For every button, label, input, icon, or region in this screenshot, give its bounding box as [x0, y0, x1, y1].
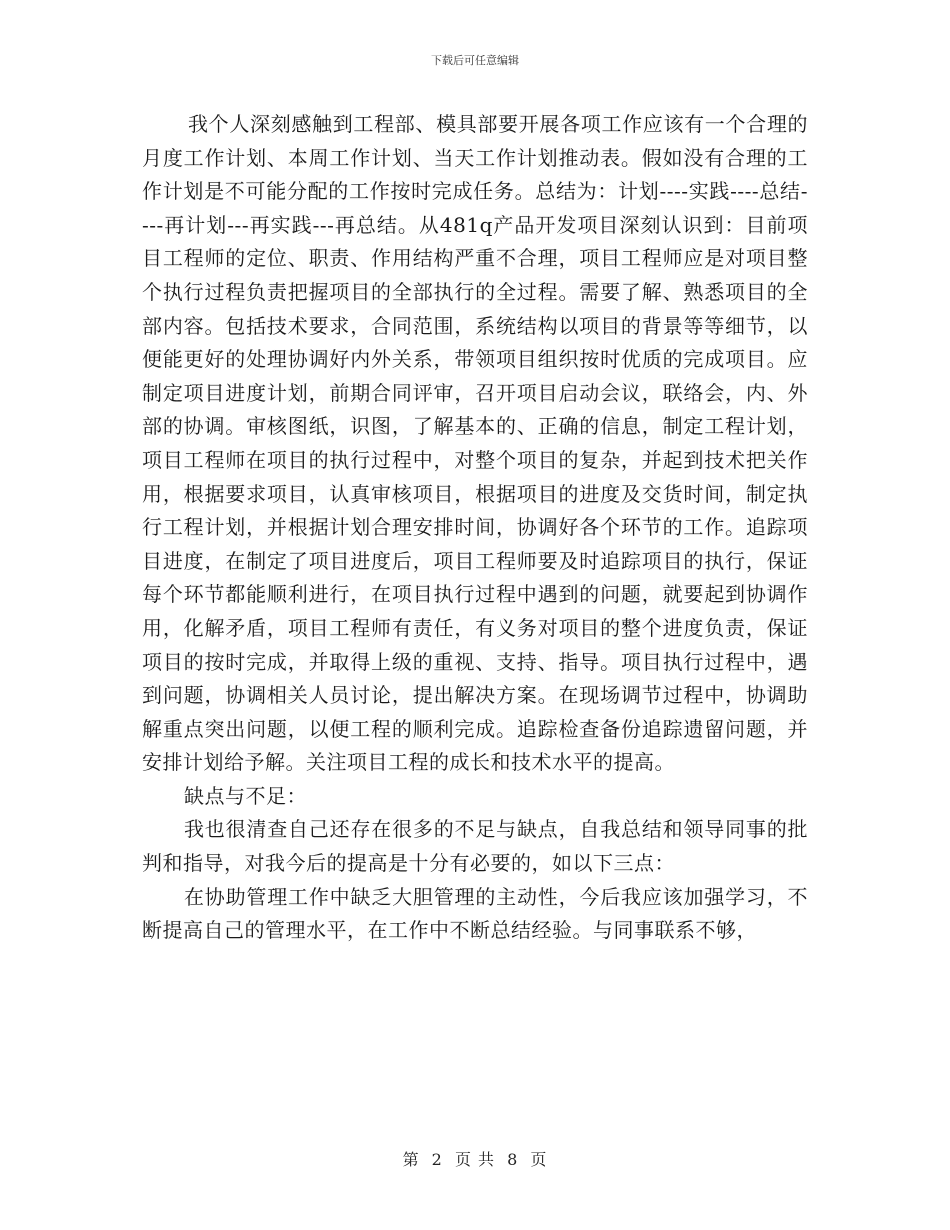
paragraph-work-plan: 我个人深刻感触到工程部、模具部要开展各项工作应该有一个合理的月度工作计划、本周工作计划、当天工作计划推动表。假如没有合理的工作计划是不可能分配的工作按时完成任务。总结为：计划----实践----总结----再计划---再实践---再总结。从481q产品开发项目深刻认识到：目前项目工程师的定位、职责、作用结构严重不合理，项目工程师应是对项目整个执行过程负责把握项目的全部执行的全过程。需要了解、熟悉项目的全部内容。包括技术要求，合同范围，系统结构以项目的背景等等细节，以便能更好的处理协调好内外关系，带领项目组织按时优质的完成项目。应制定项目进度计划，前期合同评审，召开项目启动会议，联络会，内、外部的协调。审核图纸，识图，了解基本的、正确的信息，制定工程计划，项目工程师在项目的执行过程中，对整个项目的复杂，并起到技术把关作用，根据要求项目，认真审核项目，根据项目的进度及交货时间，制定执行工程计划，并根据计划合理安排时间，协调好各个环节的工作。追踪项目进度，在制定了项目进度后，项目工程师要及时追踪项目的执行，保证每个环节都能顺利进行，在项目执行过程中遇到的问题，就要起到协调作用，化解矛盾，项目工程师有责任，有义务对项目的整个进度负责，保证项目的按时完成，并取得上级的重视、支持、指导。项目执行过程中，遇到问题，协调相关人员讨论，提出解决方案。在现场调节过程中，协调助解重点突出问题，以便工程的顺利完成。追踪检查备份追踪遗留问题，并安排计划给予解。关注项目工程的成长和技术水平的提高。 — [142, 112, 808, 775]
footer-total-pages: 8 — [507, 1150, 519, 1169]
footer-current-page: 2 — [431, 1150, 443, 1169]
page-header-note: 下载后可任意编辑 — [431, 54, 519, 67]
paragraph-shortcomings-heading: 缺点与不足： — [184, 783, 307, 808]
paragraph-self-reflection: 我也很清查自己还存在很多的不足与缺点，自我总结和领导同事的批判和指导，对我今后的提高是十分有必要的，如以下三点： — [142, 817, 808, 876]
page-footer — [0, 1147, 950, 1170]
footer-middle: 页 共 — [454, 1150, 496, 1169]
paragraph-management: 在协助管理工作中缺乏大胆管理的主动性，今后我应该加强学习，不断提高自己的管理水平，在工作中不断总结经验。与同事联系不够， — [142, 884, 808, 943]
footer-suffix: 页 — [530, 1150, 548, 1169]
document-body — [142, 108, 808, 948]
footer-prefix: 第 — [402, 1150, 420, 1169]
